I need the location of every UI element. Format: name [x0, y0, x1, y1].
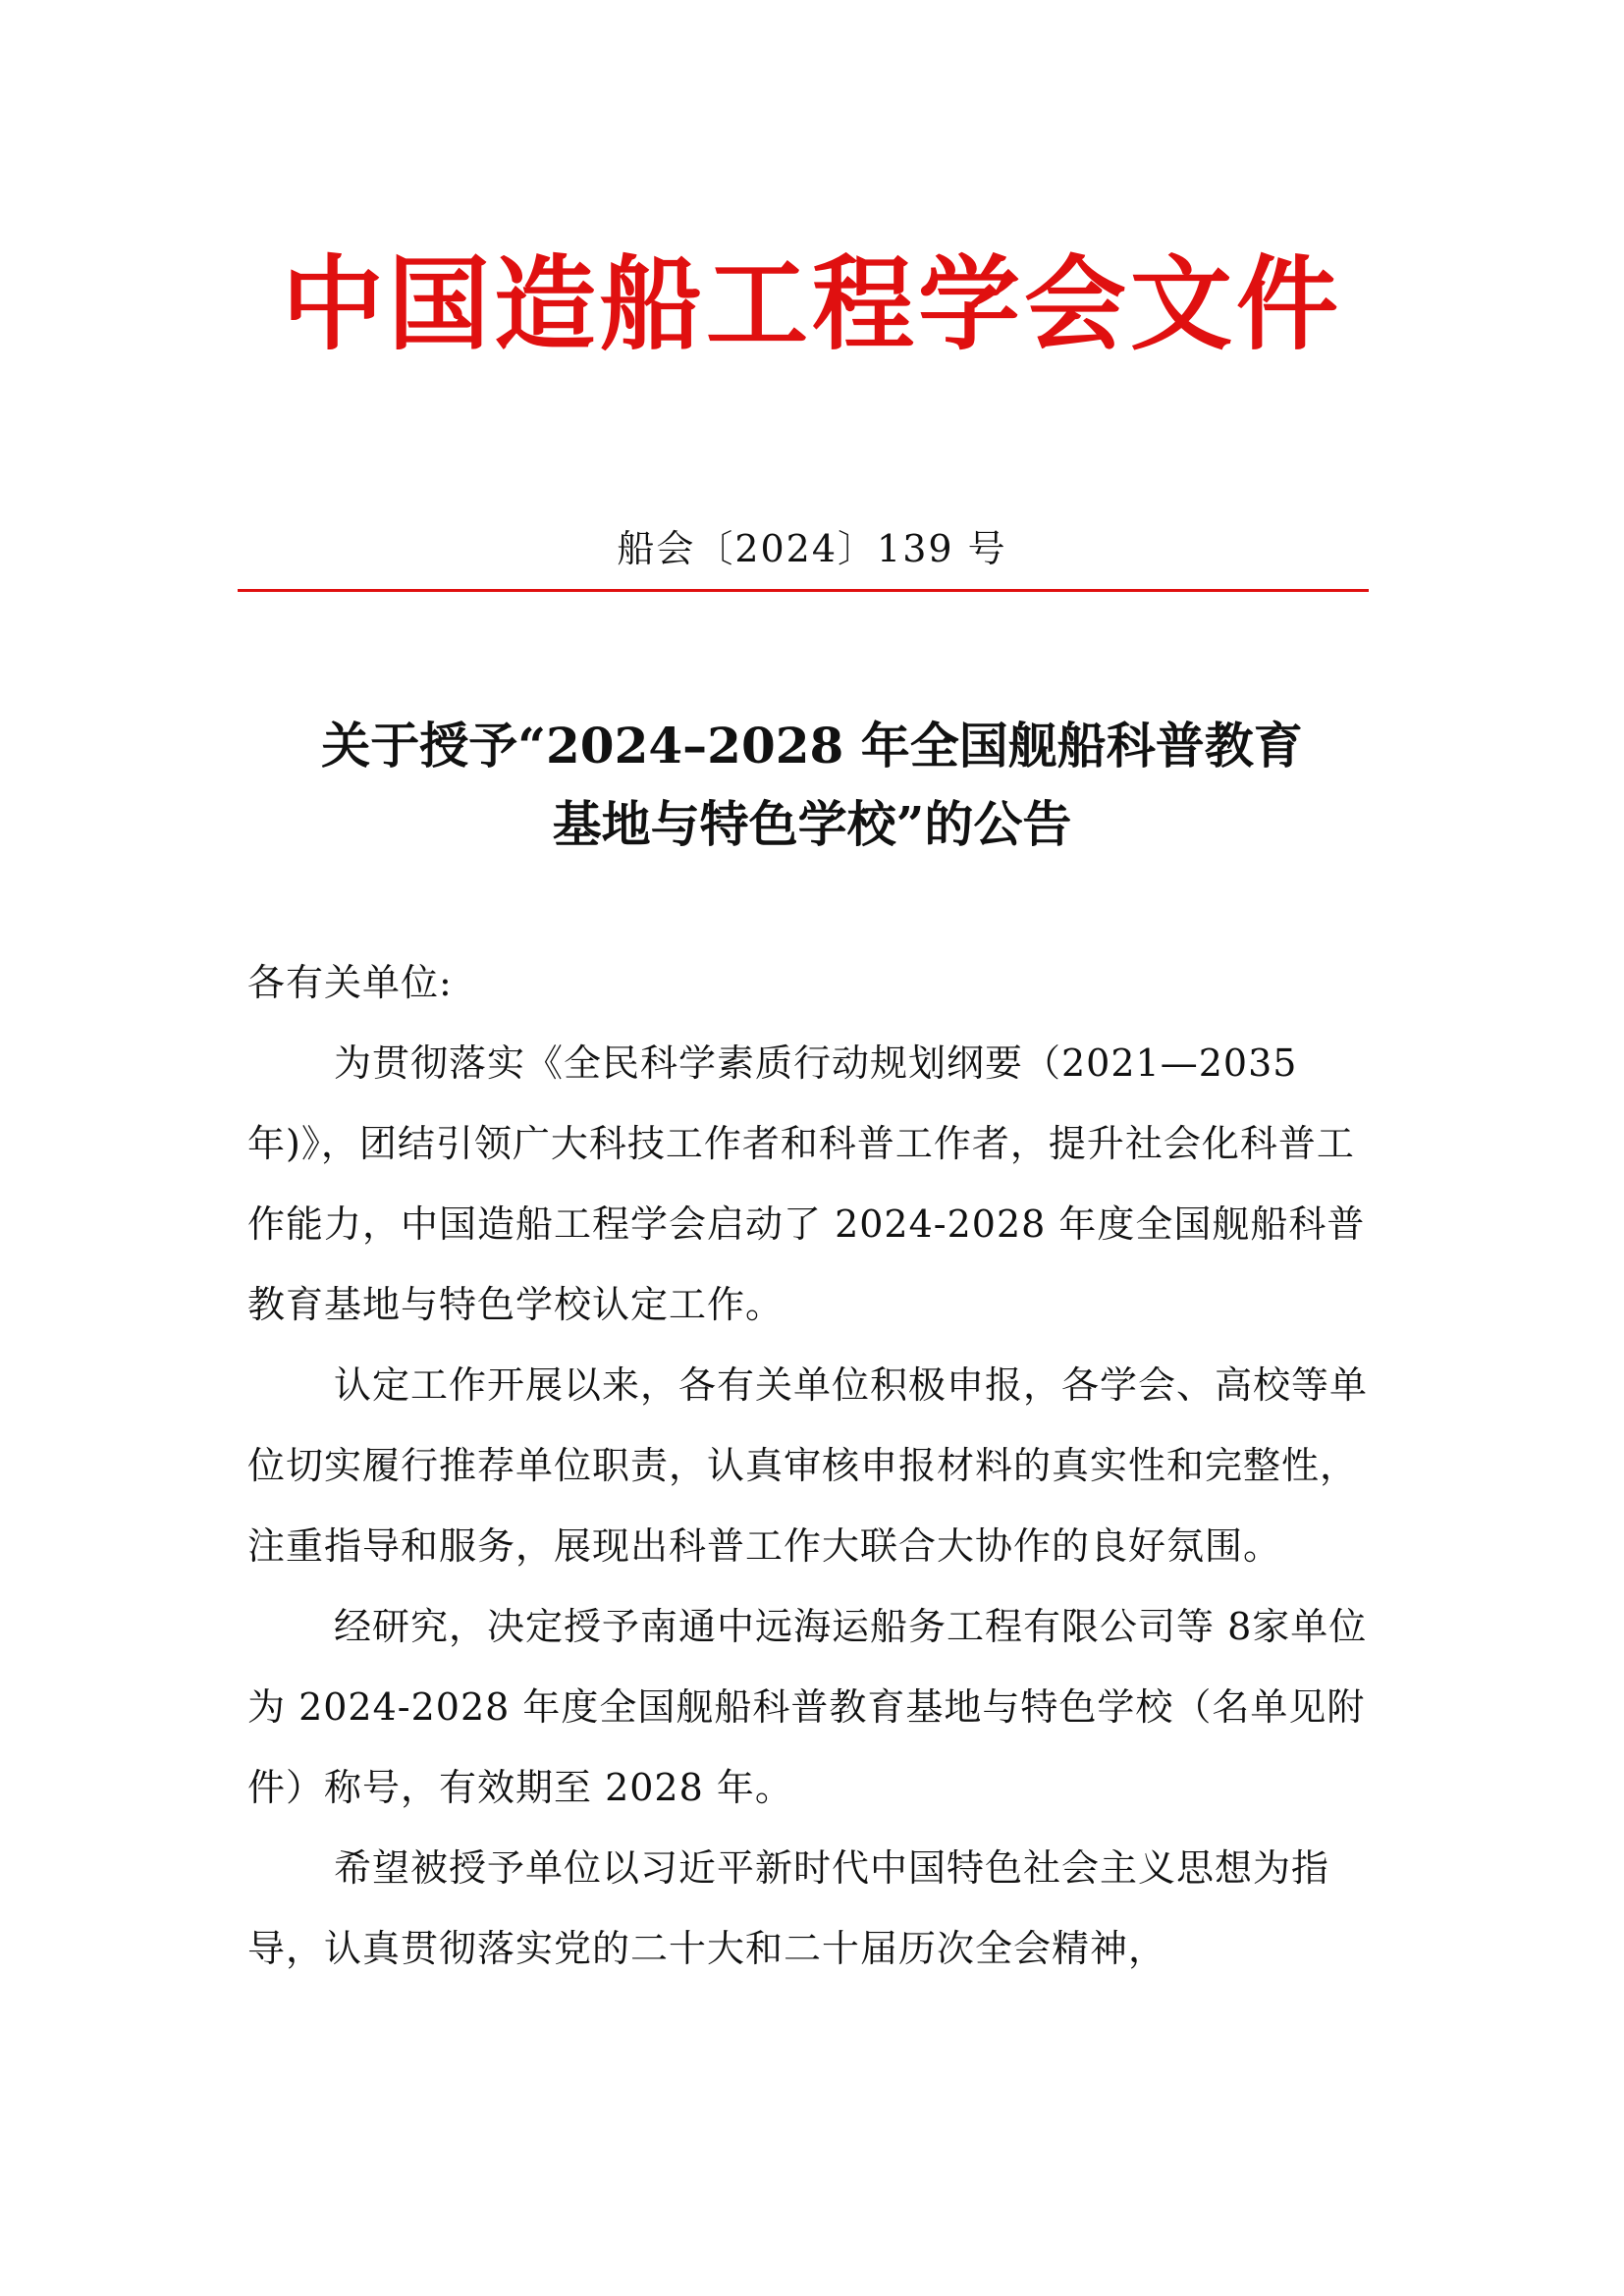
document-number: 船会〔2024〕139 号 — [617, 527, 1007, 570]
greeting: 各有关单位: — [247, 961, 453, 1004]
body-paragraph: 为贯彻落实《全民科学素质行动规划纲要（2021—2035年)》，团结引领广大科技工作者和科普工作者，提升社会化科普工作能力，中国造船工程学会启动了 2024-2028 年度全国舰船科普教育基地与特色学校认定工作。 — [247, 1041, 1366, 1326]
notice-title-line-1: 关于授予“2024–2028 年全国舰船科普教育 — [321, 717, 1303, 774]
body-paragraph: 希望被授予单位以习近平新时代中国特色社会主义思想为指导，认真贯彻落实党的二十大和二十届历次全会精神， — [247, 1846, 1330, 1970]
body-paragraph: 认定工作开展以来，各有关单位积极申报，各学会、高校等单位切实履行推荐单位职责，认真审核申报材料的真实性和完整性，注重指导和服务，展现出科普工作大联合大协作的良好氛围。 — [247, 1363, 1369, 1568]
notice-body — [247, 942, 1377, 1989]
document-header-title: 中国造船工程学会文件 — [281, 244, 1342, 364]
notice-title-line-2: 基地与特色学校”的公告 — [552, 795, 1072, 853]
header-divider — [238, 589, 1369, 592]
notice-title — [196, 707, 1428, 864]
body-paragraph: 经研究，决定授予南通中远海运船务工程有限公司等 8家单位为 2024-2028 年度全国舰船科普教育基地与特色学校（名单见附件）称号，有效期至 2028 年。 — [247, 1605, 1368, 1809]
